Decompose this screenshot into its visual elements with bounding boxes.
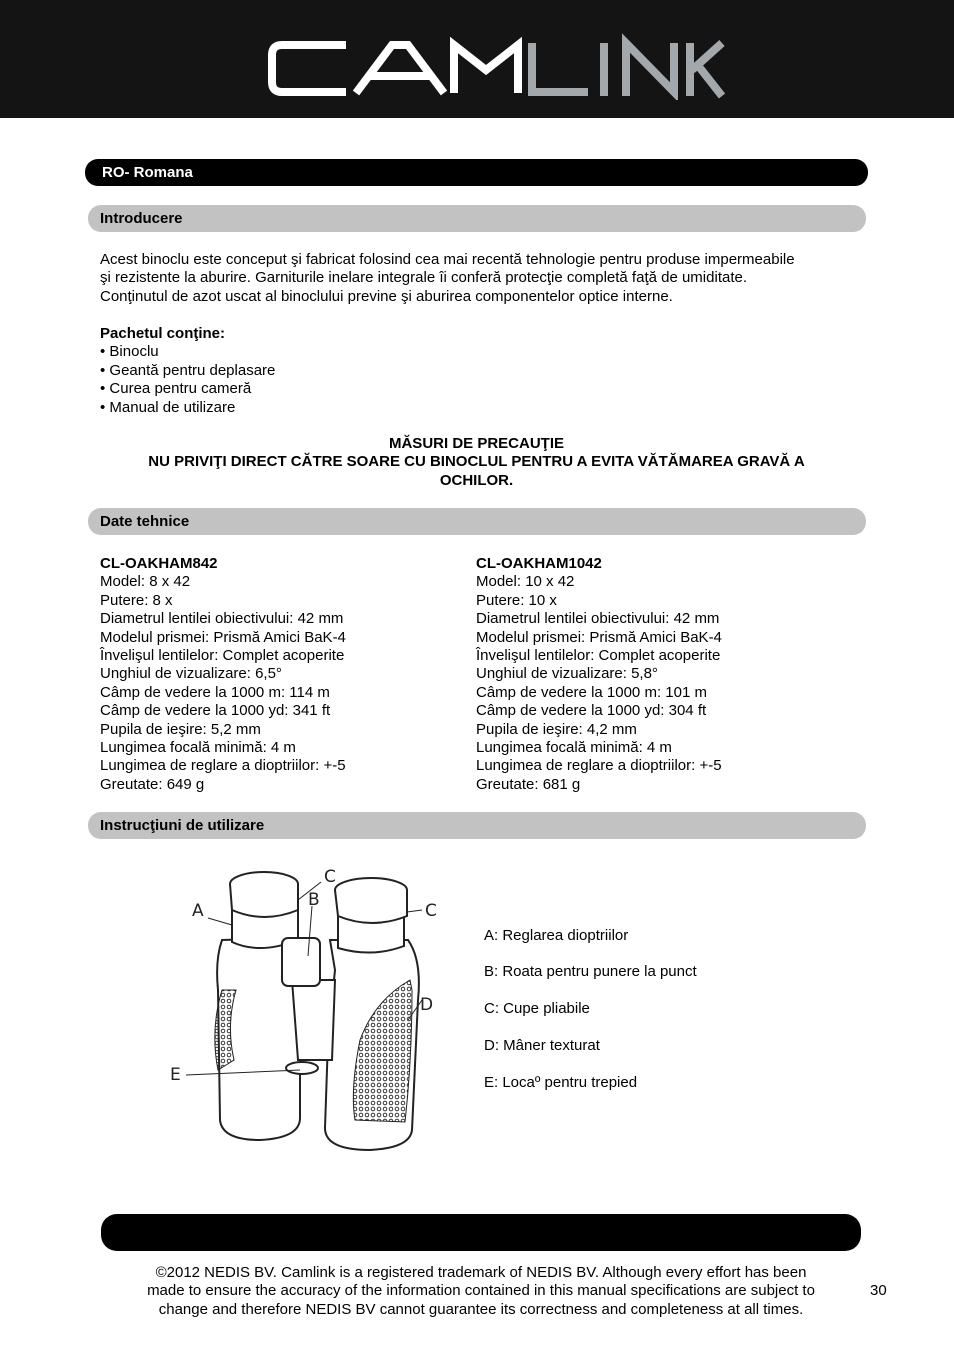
language-label: RO- Romana	[102, 164, 193, 181]
spec-line: Diametrul lentilei obiectivului: 42 mm	[476, 610, 720, 628]
section-header-specs	[88, 508, 866, 535]
spec-line: Modelul prismei: Prismă Amici BaK-4	[476, 628, 722, 646]
spec-line: Greutate: 681 g	[476, 775, 581, 793]
warning-text: NU PRIVIŢI DIRECT CĂTRE SOARE CU BINOCLUL PENTRU A EVITA VĂTĂMAREA GRAVĂ A	[148, 453, 805, 471]
spec-line: Unghiul de vizualizare: 5,8°	[476, 665, 658, 683]
spec-line: Câmp de vedere la 1000 yd: 304 ft	[476, 702, 707, 720]
legend-item: B: Roata pentru punere la punct	[484, 963, 697, 980]
package-title: Pachetul conţine:	[100, 325, 226, 342]
spec-line: Putere: 8 x	[100, 591, 173, 609]
spec-line: Câmp de vedere la 1000 m: 114 m	[100, 683, 330, 701]
language-bar	[85, 159, 868, 186]
copyright-notice	[118, 1264, 844, 1319]
model-name: CL-OAKHAM1042	[476, 555, 602, 572]
spec-line: Diametrul lentilei obiectivului: 42 mm	[100, 610, 344, 628]
section-title: Introducere	[100, 210, 183, 227]
spec-line: Unghiul de vizualizare: 6,5°	[100, 665, 282, 683]
legend-item: E: Locaº pentru trepied	[484, 1074, 638, 1091]
list-item: • Curea pentru cameră	[100, 380, 252, 398]
footer-bar	[101, 1214, 861, 1251]
package-contents	[100, 325, 275, 417]
spec-line: Pupila de ieşire: 4,2 mm	[476, 720, 637, 738]
section-header-usage	[88, 812, 866, 839]
diagram-label-b: B	[308, 890, 320, 910]
spec-line: Lungimea focală minimă: 4 m	[476, 739, 672, 757]
text-line: ©2012 NEDIS BV. Camlink is a registered trademark of NEDIS BV. Although every effort has been	[155, 1264, 807, 1281]
spec-line: Învelişul lentilelor: Complet acoperite	[100, 647, 345, 665]
diagram-label-a: A	[192, 901, 204, 921]
text-line: change and therefore NEDIS BV cannot guarantee its correctness and completeness at all times.	[158, 1300, 804, 1318]
list-item: • Manual de utilizare	[100, 398, 236, 416]
page-number: 30	[870, 1282, 887, 1299]
list-item: • Binoclu	[100, 343, 159, 361]
spec-line: Greutate: 649 g	[100, 775, 205, 793]
diagram-label-e: E	[170, 1065, 181, 1085]
spec-line: Modelul prismei: Prismă Amici BaK-4	[100, 628, 346, 646]
spec-line: Pupila de ieşire: 5,2 mm	[100, 720, 261, 738]
text-line: Conţinutul de azot uscat al binoclului previne şi aburirea componentelor optice interne.	[100, 287, 673, 305]
warning-title: MĂSURI DE PRECAUŢIE	[388, 435, 564, 452]
diagram-label-c-right: C	[425, 901, 437, 921]
section-header-intro	[88, 205, 866, 232]
warning-text: OCHILOR.	[439, 471, 514, 489]
spec-line: Câmp de vedere la 1000 m: 101 m	[476, 683, 707, 701]
binocular-diagram	[160, 860, 460, 1160]
model-name: CL-OAKHAM842	[100, 555, 218, 572]
legend-item: C: Cupe pliabile	[484, 1000, 590, 1017]
spec-line: Model: 8 x 42	[100, 573, 191, 591]
list-item: • Geantă pentru deplasare	[100, 361, 276, 379]
intro-paragraph	[100, 251, 795, 306]
camlink-logo	[0, 30, 954, 100]
text-line: şi rezistente la aburire. Garniturile inelare integrale îi conferă protecţie completă faţă de umiditate.	[100, 269, 747, 287]
spec-line: Lungimea focală minimă: 4 m	[100, 739, 296, 757]
warning-block	[100, 435, 853, 490]
spec-line: Câmp de vedere la 1000 yd: 341 ft	[100, 702, 331, 720]
spec-line: Putere: 10 x	[476, 591, 557, 609]
diagram-label-d: D	[420, 995, 434, 1015]
legend-item: D: Mâner texturat	[484, 1037, 600, 1054]
text-line: Acest binoclu este conceput şi fabricat folosind cea mai recentă tehnologie pentru produse impermeabile	[100, 251, 795, 268]
diagram-label-c-top: C	[324, 867, 336, 887]
legend-item: A: Reglarea dioptriilor	[484, 927, 629, 944]
spec-line: Lungimea de reglare a dioptriilor: +-5	[476, 757, 722, 775]
section-title: Instrucţiuni de utilizare	[100, 817, 265, 834]
specs-left-column	[100, 555, 346, 794]
spec-line: Model: 10 x 42	[476, 573, 575, 591]
section-title: Date tehnice	[100, 513, 190, 530]
header-banner	[0, 0, 954, 118]
text-line: made to ensure the accuracy of the information contained in this manual specifications are subject to	[147, 1282, 815, 1300]
specs-right-column	[476, 555, 722, 794]
spec-line: Învelişul lentilelor: Complet acoperite	[476, 647, 721, 665]
spec-line: Lungimea de reglare a dioptriilor: +-5	[100, 757, 346, 775]
